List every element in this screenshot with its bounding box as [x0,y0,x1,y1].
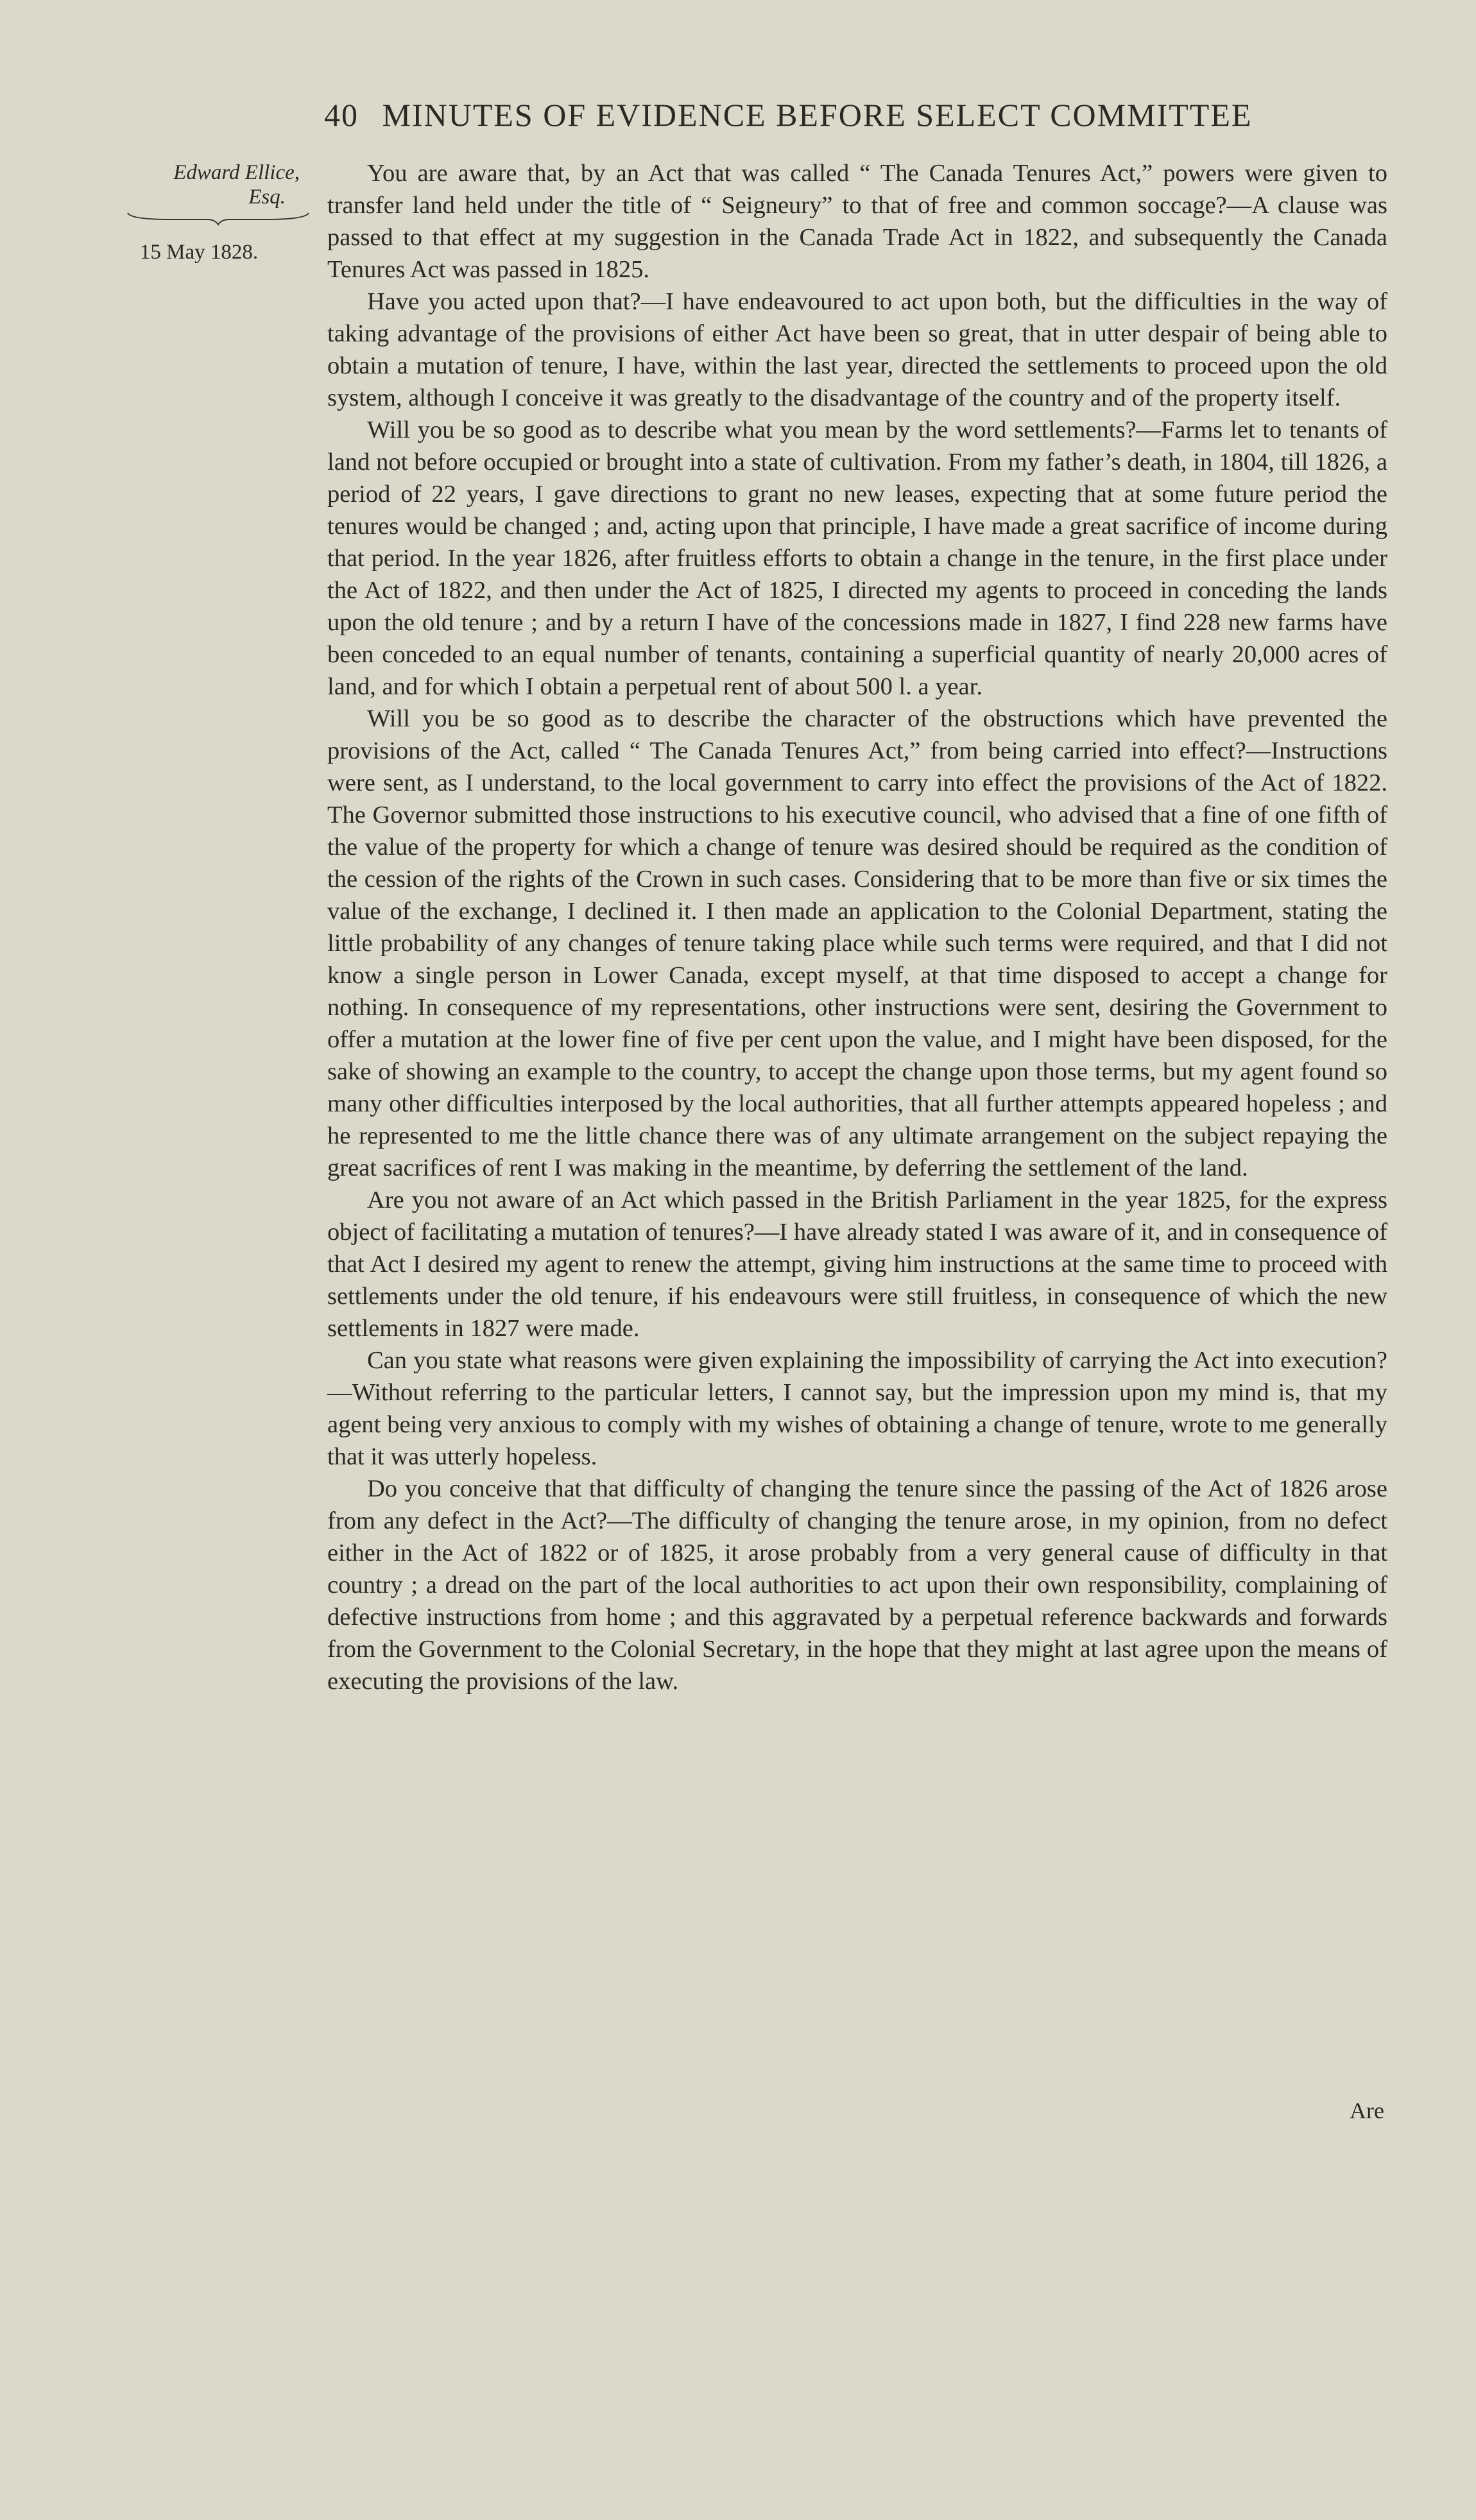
testimony-date: 15 May 1828. [139,241,259,264]
paragraph: Will you be so good as to describe the character of the obstructions which have prevented the provisions of the Act, called “ The Canada Tenures Act,” from being carried into effect?—Instructions were sent, as I understand, to the local government to carry into effect the provisions of the Act of 1822. The Governor submitted those instructions to his executive council, who advised that a fine of one fifth of the value of the property for which a change of tenure was desired should be required as the condition of the cession of the rights of the Crown in such cases. Considering that to be more than five or six times the value of the exchange, I declined it. I then made an application to the Colonial Department, stating the little probability of any changes of tenure taking place while such terms were required, and that I did not know a single person in Lower Canada, except myself, at that time disposed to accept a change for nothing. In consequence of my representations, other instructions were sent, desiring the Government to offer a mutation at the lower fine of five per cent upon the value, and I might have been disposed, for the sake of showing an example to the country, to accept the change upon those terms, but my agent found so many other difficulties interposed by the local authorities, that all further attempts appeared hopeless ; and he represented to me the little chance there was of any ultimate arrangement on the subject repaying the great sacrifices of rent I was making in the meantime, by deferring the settlement of the land. [327,705,1387,1181]
catchword: Are [1350,2098,1384,2123]
page-number: 40 [324,97,359,133]
running-header [324,96,1383,133]
paragraph: Can you state what reasons were given explaining the impossibility of carrying the Act into execution?—Without referring to the particular letters, I cannot say, but the impression upon my mind is, that my agent being very anxious to comply with my wishes of obtaining a change of tenure, wrote to me generally that it was utterly hopeless. [327,1347,1387,1470]
paragraph: Are you not aware of an Act which passed in the British Parliament in the year 1825, for the express object of facilitating a mutation of tenures?—I have already stated I was aware of it, and in consequence of that Act I desired my agent to renew the attempt, giving him instructions at the same time to proceed with settlements under the old tenure, if his endeavours were still fruitless, in consequence of which the new settlements in 1827 were made. [327,1187,1387,1342]
testimony-body [327,157,1387,1697]
paragraph: Will you be so good as to describe what you mean by the word settlements?—Farms let to tenants of land not before occupied or brought into a state of cultivation. From my father’s death, in 1804, till 1826, a period of 22 years, I gave directions to grant no new leases, expecting that at some future period the tenures would be changed ; and, acting upon that principle, I have made a great sacrifice of income during that period. In the year 1826, after fruitless efforts to obtain a change in the tenure, in the first place under the Act of 1822, and then under the Act of 1825, I directed my agents to proceed in conceding the lands upon the old tenure ; and by a return I have of the concessions made in 1827, I find 228 new farms have been conceded to an equal number of tenants, containing a superficial quantity of nearly 20,000 acres of land, and for which I obtain a perpetual rent of about 500 l. a year. [327,416,1387,700]
margin-note [125,160,318,264]
running-title: MINUTES OF EVIDENCE BEFORE SELECT COMMITTEE [382,97,1253,133]
witness-name: Edward Ellice, [173,161,300,184]
brace-divider [125,210,311,227]
paragraph: Do you conceive that that difficulty of changing the tenure since the passing of the Act of 1826 arose from any defect in the Act?—The difficulty of changing the tenure arose, in my opinion, from no defect either in the Act of 1822 or of 1825, it arose probably from a very general cause of difficulty in that country ; a dread on the part of the local authorities to act upon their own responsibility, complaining of defective instructions from home ; and this aggravated by a perpetual reference backwards and forwards from the Government to the Colonial Secretary, in the hope that they might at last agree upon the means of executing the provisions of the law. [327,1475,1387,1695]
witness-title: Esq. [248,185,286,209]
paragraph: Have you acted upon that?—I have endeavoured to act upon both, but the difficulties in the way of taking advantage of the provisions of either Act have been so great, that in utter despair of being able to obtain a mutation of tenure, I have, within the last year, directed the settlements to proceed upon the old system, although I conceive it was greatly to the disadvantage of the country and of the property itself. [327,288,1387,411]
paragraph: You are aware that, by an Act that was called “ The Canada Tenures Act,” powers were given to transfer land held under the title of “ Seigneury” to that of free and common soccage?—A clause was passed to that effect at my suggestion in the Canada Trade Act in 1822, and subsequently the Canada Tenures Act was passed in 1825. [327,160,1387,283]
